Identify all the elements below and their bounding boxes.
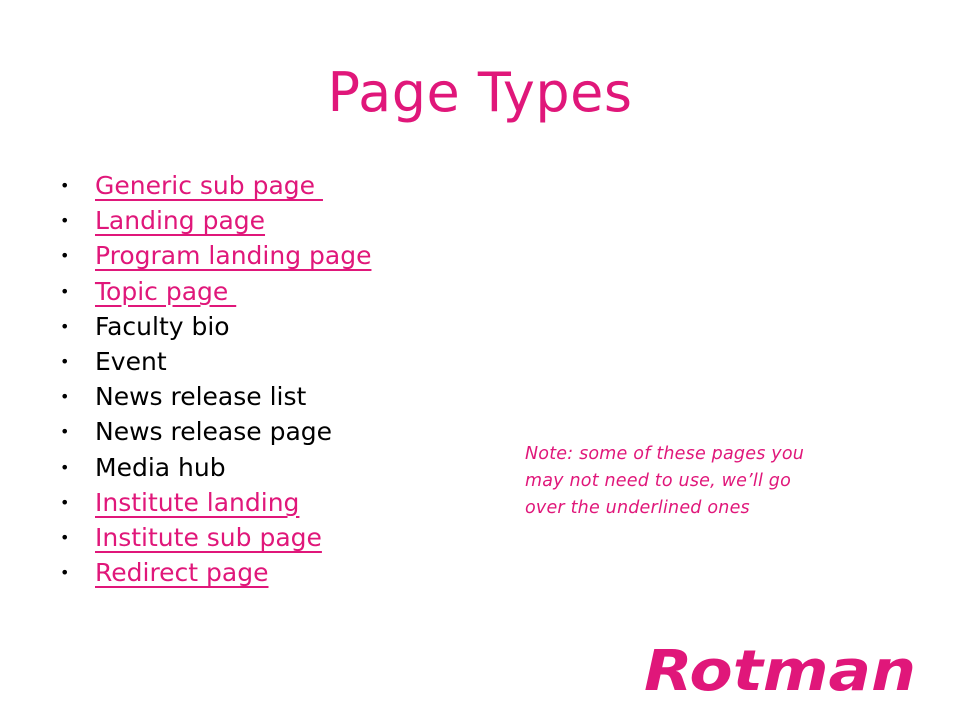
note-line: over the underlined ones (525, 498, 750, 518)
page-type-label: News release page (95, 417, 333, 447)
page-types-list (58, 168, 371, 590)
list-item (58, 414, 371, 449)
page-type-link[interactable]: Landing page (95, 206, 266, 236)
page-type-label: Media hub (95, 452, 226, 482)
note-line: Note: some of these pages you (525, 444, 805, 464)
bullet-icon: • (60, 281, 70, 301)
bullet-icon: • (60, 563, 70, 583)
page-type-link[interactable]: Topic page (95, 276, 237, 306)
list-item[interactable] (58, 485, 371, 520)
list-item[interactable] (58, 520, 371, 555)
bullet-icon: • (60, 246, 70, 266)
list-item (58, 379, 371, 414)
bullet-icon: • (60, 457, 70, 477)
list-item[interactable] (58, 238, 371, 273)
bullet-icon: • (60, 422, 70, 442)
note-text (525, 441, 925, 522)
list-item (58, 344, 371, 379)
bullet-icon: • (60, 527, 70, 547)
page-type-label: Faculty bio (95, 311, 230, 341)
slide-title: Page Types (327, 61, 633, 124)
rotman-logo (644, 640, 924, 700)
page-type-link[interactable]: Generic sub page (95, 171, 323, 200)
bullet-icon: • (60, 316, 70, 336)
page-type-label: Event (95, 346, 167, 376)
page-type-link[interactable]: Program landing page (95, 241, 372, 271)
page-type-link[interactable]: Institute landing (95, 487, 300, 517)
note-line: may not need to use, we’ll go (525, 471, 791, 491)
logo-wordmark: Rotman (644, 640, 916, 700)
list-item[interactable] (58, 168, 371, 203)
list-item[interactable] (58, 555, 371, 590)
bullet-icon: • (60, 211, 70, 231)
list-item (58, 309, 371, 344)
bullet-icon: • (60, 351, 70, 371)
list-item[interactable] (58, 274, 371, 309)
list-item[interactable] (58, 203, 371, 238)
page-type-link[interactable]: Redirect page (95, 558, 269, 588)
bullet-icon: • (60, 492, 70, 512)
page-type-label: News release list (95, 382, 307, 412)
bullet-icon: • (60, 176, 70, 195)
page-type-link[interactable]: Institute sub page (95, 522, 322, 552)
list-item (58, 450, 371, 485)
bullet-icon: • (60, 387, 70, 407)
